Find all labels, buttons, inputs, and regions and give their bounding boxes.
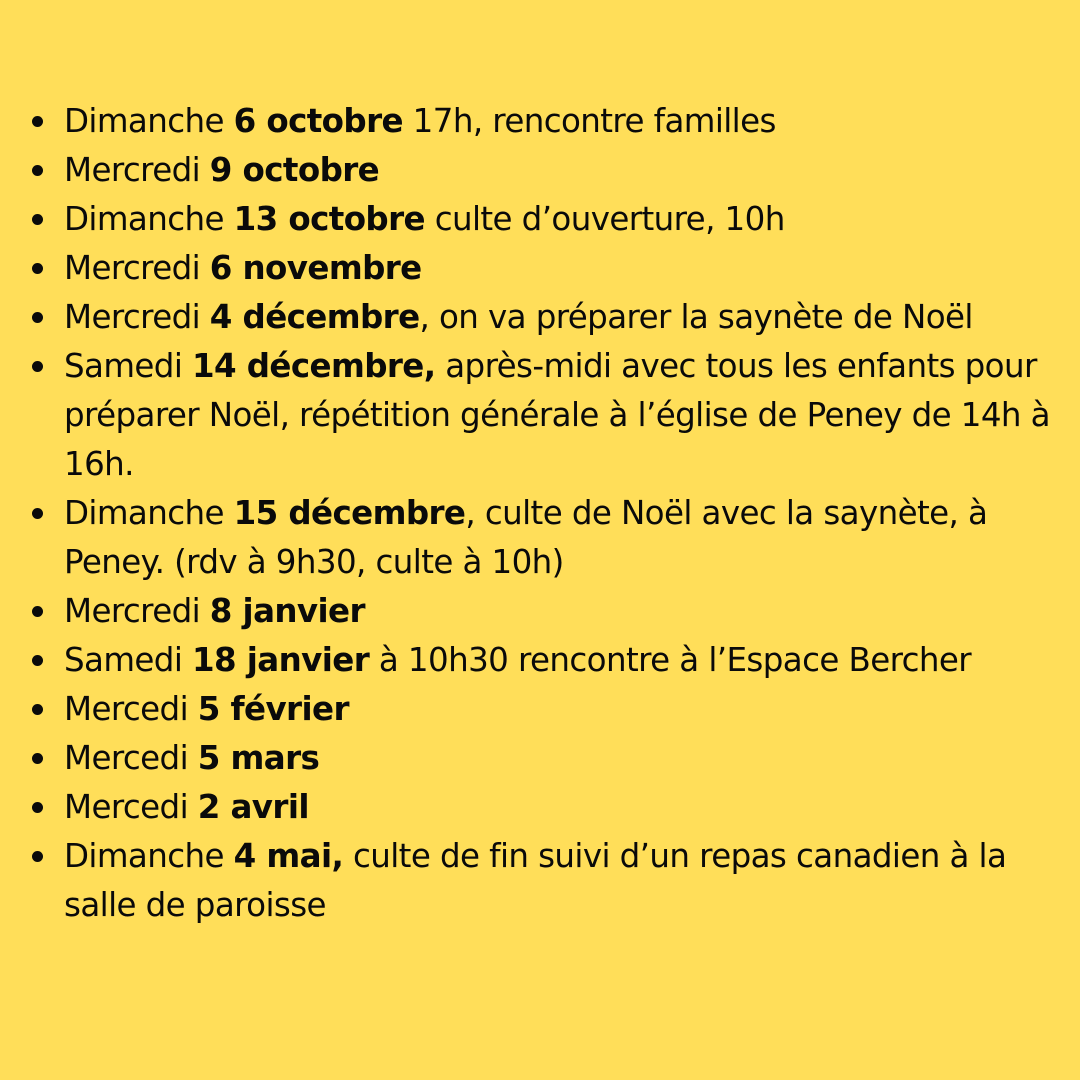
list-item — [64, 146, 1064, 195]
bullet-dot-icon — [32, 655, 43, 666]
event-day: Mercredi — [64, 592, 210, 630]
event-detail: , on va préparer la saynète de Noël — [419, 298, 973, 336]
event-day: Mercredi — [64, 249, 210, 287]
bullet-dot-icon — [32, 165, 43, 176]
event-date: 13 octobre — [233, 200, 425, 238]
event-detail: culte d’ouverture, 10h — [424, 200, 785, 238]
bullet-dot-icon — [32, 116, 43, 127]
list-item — [64, 783, 1064, 832]
bullet-dot-icon — [32, 214, 43, 225]
event-date: 4 mai, — [233, 837, 344, 875]
event-day: Dimanche — [64, 200, 234, 238]
list-item — [64, 293, 1064, 342]
event-day: Mercedi — [64, 690, 198, 728]
event-detail: culte de fin suivi d’un repas canadien à la salle de paroisse — [64, 837, 1007, 924]
list-item — [64, 636, 1064, 685]
event-detail: 17h, rencontre familles — [402, 102, 776, 140]
bullet-dot-icon — [32, 606, 43, 617]
list-item — [64, 587, 1064, 636]
list-item — [64, 97, 1064, 146]
bullet-dot-icon — [32, 851, 43, 862]
list-item — [64, 489, 1064, 587]
event-day: Mercedi — [64, 788, 198, 826]
bullet-dot-icon — [32, 508, 43, 519]
event-detail: à 10h30 rencontre à l’Espace Bercher — [369, 641, 972, 679]
event-date: 2 avril — [197, 788, 309, 826]
event-detail: , culte de Noël avec la saynète, à Peney. (rdv à 9h30, culte à 10h) — [64, 494, 988, 581]
event-date: 14 décembre, — [192, 347, 436, 385]
list-item — [64, 244, 1064, 293]
event-date: 8 janvier — [209, 592, 365, 630]
event-detail: après-midi avec tous les enfants pour préparer Noël, répétition générale à l’église de Peney de 14h à 16h. — [64, 347, 1050, 483]
event-date: 9 octobre — [209, 151, 380, 189]
event-date: 6 novembre — [209, 249, 422, 287]
event-day: Mercredi — [64, 151, 210, 189]
list-item — [64, 734, 1064, 783]
event-day: Samedi — [64, 641, 192, 679]
event-date: 18 janvier — [192, 641, 370, 679]
bullet-dot-icon — [32, 753, 43, 764]
event-date: 15 décembre — [233, 494, 466, 532]
bullet-dot-icon — [32, 263, 43, 274]
list-item — [64, 832, 1064, 930]
bullet-dot-icon — [32, 312, 43, 323]
bullet-dot-icon — [32, 704, 43, 715]
event-day: Mercedi — [64, 739, 198, 777]
event-date: 6 octobre — [233, 102, 403, 140]
event-day: Samedi — [64, 347, 192, 385]
event-list — [0, 97, 1080, 930]
event-day: Dimanche — [64, 494, 234, 532]
event-day: Mercredi — [64, 298, 210, 336]
list-item — [64, 342, 1064, 489]
event-date: 4 décembre — [209, 298, 420, 336]
list-item — [64, 685, 1064, 734]
bullet-dot-icon — [32, 361, 43, 372]
event-date: 5 mars — [197, 739, 320, 777]
event-day: Dimanche — [64, 837, 234, 875]
bullet-dot-icon — [32, 802, 43, 813]
list-item — [64, 195, 1064, 244]
event-day: Dimanche — [64, 102, 234, 140]
event-date: 5 février — [197, 690, 349, 728]
